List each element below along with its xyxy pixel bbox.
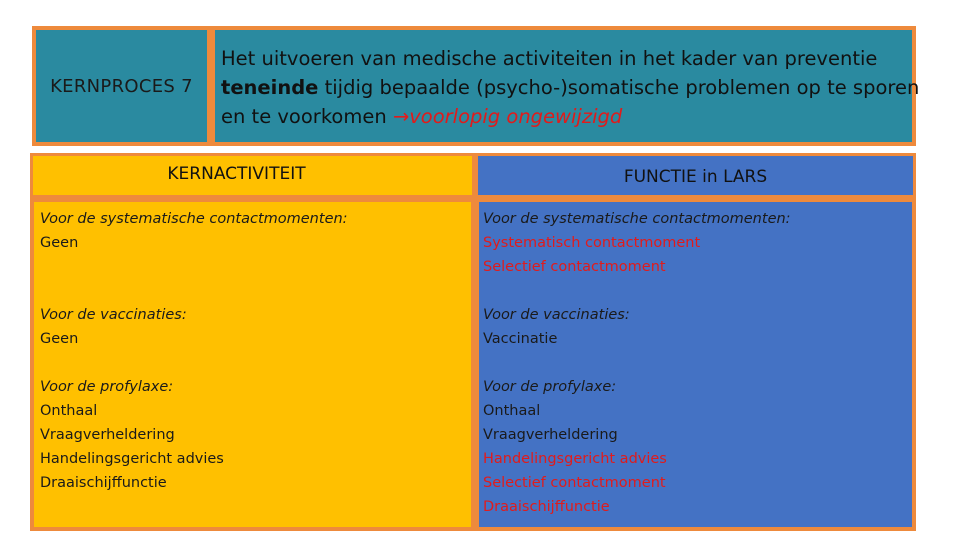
list-item: Onthaal	[40, 403, 98, 419]
list-item: Geen	[40, 235, 79, 251]
kernactiviteit-column	[30, 198, 475, 531]
group-title: Voor de systematische contactmomenten:	[40, 211, 348, 227]
group-title: Voor de systematische contactmomenten:	[483, 211, 791, 227]
column-header-functie	[475, 153, 916, 198]
list-item: Systematisch contactmoment	[483, 235, 701, 251]
column-header-kernactiviteit	[30, 153, 475, 198]
list-item: Vaccinatie	[483, 331, 558, 347]
left-group-vaccinaties	[40, 303, 471, 375]
list-item: Handelingsgericht advies	[40, 451, 224, 467]
functie-column	[475, 198, 916, 531]
list-item: Draaischijffunctie	[483, 499, 610, 515]
list-item: Selectief contactmoment	[483, 259, 666, 275]
right-group-vaccinaties	[483, 303, 912, 375]
description-line-3	[221, 102, 912, 131]
description-bold-word: teneinde	[221, 76, 319, 99]
list-item: Handelingsgericht advies	[483, 451, 667, 467]
description-line-3-text: en te voorkomen	[221, 105, 393, 128]
description-line-2-rest: tijdig bepaalde (psycho-)somatische problemen op te sporen	[318, 76, 920, 99]
group-title: Voor de vaccinaties:	[483, 307, 630, 323]
list-item: Vraagverheldering	[40, 427, 175, 443]
group-title: Voor de profylaxe:	[40, 379, 174, 395]
arrow-right-icon: →	[392, 105, 410, 128]
list-item: Draaischijffunctie	[40, 475, 167, 491]
column-header-functie-label: FUNCTIE in LARS	[623, 167, 768, 187]
process-description	[211, 26, 920, 146]
process-label-box	[32, 26, 211, 146]
list-item: Vraagverheldering	[483, 427, 618, 443]
list-item: Geen	[40, 331, 79, 347]
group-title: Voor de vaccinaties:	[40, 307, 187, 323]
list-item: Selectief contactmoment	[483, 475, 666, 491]
right-group-profylaxe	[483, 375, 912, 519]
left-group-profylaxe	[40, 375, 471, 495]
description-line-2	[221, 73, 920, 102]
description-line-1: Het uitvoeren van medische activiteiten in het kader van preventie	[221, 47, 878, 70]
left-group-systematische	[40, 207, 471, 303]
group-title: Voor de profylaxe:	[483, 379, 617, 395]
status-note: voorlopig ongewijzigd	[409, 105, 623, 128]
right-group-systematische	[483, 207, 912, 303]
process-label: KERNPROCES 7	[50, 75, 193, 97]
column-header-kernactiviteit-label: KERNACTIVITEIT	[167, 164, 306, 184]
list-item: Onthaal	[483, 403, 541, 419]
